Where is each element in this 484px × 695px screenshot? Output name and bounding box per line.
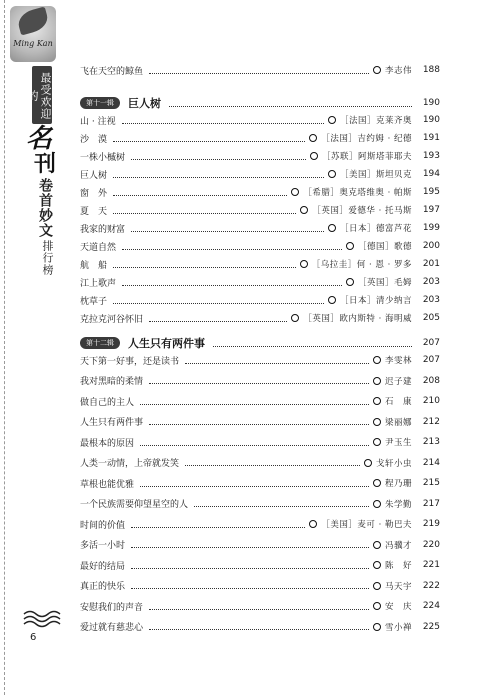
entry-author <box>328 168 418 180</box>
leader-dots <box>140 395 369 405</box>
entry-title: 江上歌声 <box>80 278 117 289</box>
entry-page: 225 <box>422 621 440 632</box>
author-name: 冯骥才 <box>384 540 412 551</box>
toc-entry[interactable] <box>80 112 440 128</box>
author-name: 朱学勤 <box>384 499 412 510</box>
section-header[interactable] <box>80 94 440 112</box>
entry-page: 208 <box>422 375 440 386</box>
entry-title: 一株小槭树 <box>80 152 126 163</box>
leader-dots <box>131 559 369 569</box>
entry-author <box>309 132 418 144</box>
leader-dots <box>149 312 287 322</box>
bullet-circle-icon <box>309 520 317 528</box>
author-name: ［英国］毛姆 <box>357 278 412 288</box>
bullet-circle-icon <box>310 152 318 160</box>
bullet-circle-icon <box>364 459 372 467</box>
toc-entry[interactable] <box>80 292 440 308</box>
toc-entry[interactable] <box>80 619 440 635</box>
entry-author <box>310 150 418 162</box>
entry-page: 224 <box>422 601 440 611</box>
leader-dots <box>122 240 342 250</box>
entry-title: 真正的快乐 <box>80 582 126 592</box>
author-name: ［法国］吉约姆 · 纪德 <box>321 134 412 144</box>
toc-entry[interactable] <box>80 496 440 512</box>
entry-page: 207 <box>422 355 440 365</box>
leader-dots <box>149 415 369 425</box>
leader-dots <box>131 222 324 232</box>
entry-author <box>373 498 418 510</box>
bullet-circle-icon <box>328 116 336 124</box>
entry-title: 窗 外 <box>80 188 108 199</box>
author-name: ［日本］清少纳言 <box>339 296 412 306</box>
toc-entry[interactable] <box>80 148 440 164</box>
entry-title: 夏 天 <box>80 206 108 217</box>
leader-dots <box>149 374 369 384</box>
entry-title: 我对黑暗的柔情 <box>80 377 144 387</box>
entry-title: 我家的财富 <box>80 224 126 235</box>
bullet-circle-icon <box>373 356 381 364</box>
series-title-kan: 刊 <box>34 151 57 177</box>
entry-page: 219 <box>422 519 440 529</box>
leader-dots <box>122 114 324 124</box>
entry-author <box>373 354 418 366</box>
leader-dots <box>185 456 360 466</box>
entry-title: 航 船 <box>80 260 108 271</box>
entry-page: 214 <box>422 457 440 468</box>
entry-page: 195 <box>422 187 440 197</box>
entry-page: 191 <box>422 133 440 143</box>
bullet-circle-icon <box>373 479 381 487</box>
author-name: 迟子建 <box>384 376 412 387</box>
entry-title: 克拉克河谷怀旧 <box>80 314 144 325</box>
leader-dots <box>131 518 305 528</box>
entry-author <box>364 457 418 469</box>
toc-entry[interactable] <box>80 310 440 326</box>
leader-dots <box>140 436 369 446</box>
entry-author <box>373 64 418 76</box>
toc-entry[interactable] <box>80 274 440 290</box>
bullet-circle-icon <box>373 500 381 508</box>
entry-author <box>346 240 418 252</box>
leader-dots <box>185 354 369 364</box>
toc-entry[interactable] <box>80 414 440 430</box>
entry-page: 222 <box>422 580 440 591</box>
toc-entry[interactable] <box>80 598 440 614</box>
logo-text: Ming Kan <box>13 39 53 48</box>
bullet-circle-icon <box>346 242 354 250</box>
entry-page: 213 <box>422 437 440 447</box>
author-name: ［法国］克莱齐奥 <box>339 116 412 126</box>
entry-author <box>328 222 418 234</box>
entry-title: 多活一小时 <box>80 541 126 551</box>
leader-dots <box>113 258 296 268</box>
entry-page: 210 <box>422 396 440 406</box>
toc-entry[interactable] <box>80 537 440 553</box>
series-tagline: 最受欢迎的 <box>32 66 52 124</box>
entry-page: 201 <box>422 259 440 269</box>
toc-entry[interactable] <box>80 475 440 491</box>
toc-entry[interactable] <box>80 516 440 532</box>
page-number: 6 <box>30 632 37 643</box>
entry-page: 197 <box>422 205 440 215</box>
author-name: 石 康 <box>384 397 412 407</box>
entry-author <box>291 186 418 198</box>
bullet-circle-icon <box>373 397 381 405</box>
entry-page: 200 <box>422 241 440 251</box>
bullet-circle-icon <box>328 170 336 178</box>
entry-title: 爱过就有慈悲心 <box>80 623 144 633</box>
author-name: 尹玉生 <box>384 438 412 448</box>
section-page: 207 <box>422 338 440 348</box>
bullet-circle-icon <box>373 623 381 631</box>
toc-entry[interactable] <box>80 373 440 389</box>
entry-title: 山 · 注视 <box>80 116 116 127</box>
bullet-circle-icon <box>373 66 381 74</box>
bullet-circle-icon <box>309 134 317 142</box>
entry-author <box>373 375 418 387</box>
toc-entry[interactable] <box>80 455 440 471</box>
bullet-circle-icon <box>291 314 299 322</box>
toc-entry[interactable] <box>80 220 440 236</box>
bullet-circle-icon <box>373 561 381 569</box>
entry-author <box>373 580 418 592</box>
entry-page: 199 <box>422 223 440 233</box>
leader-dots <box>113 132 305 142</box>
toc-entry[interactable] <box>80 393 440 409</box>
bullet-circle-icon <box>300 206 308 214</box>
author-name: ［英国］爱德华 · 托马斯 <box>312 206 412 216</box>
section-page: 190 <box>422 98 440 108</box>
entry-page: 221 <box>422 560 440 570</box>
author-name: ［美国］斯坦贝克 <box>339 170 412 180</box>
section-title: 巨人树 <box>128 97 161 110</box>
author-name: 戈轩小虫 <box>375 458 412 469</box>
leader-dots <box>131 150 306 160</box>
leader-dots <box>169 96 412 107</box>
bullet-circle-icon <box>328 296 336 304</box>
entry-page: 193 <box>422 151 440 161</box>
entry-author <box>300 204 418 216</box>
entry-author <box>328 294 418 306</box>
author-name: ［日本］德富芦花 <box>339 224 412 234</box>
author-name: ［希腊］奥克塔维奥 · 帕斯 <box>303 188 412 198</box>
binding-strip <box>4 0 7 695</box>
bullet-circle-icon <box>373 541 381 549</box>
entry-title: 时间的价值 <box>80 520 126 531</box>
toc-entry[interactable] <box>80 62 440 78</box>
author-name: 雪小禅 <box>384 622 412 633</box>
bullet-circle-icon <box>300 260 308 268</box>
entry-title: 做自己的主人 <box>80 397 135 408</box>
leader-dots <box>113 204 296 214</box>
author-name: 陈 好 <box>384 561 412 571</box>
series-subtitle: 卷首妙文 <box>37 178 53 238</box>
entry-page: 203 <box>422 295 440 305</box>
leader-dots <box>140 477 369 487</box>
bullet-circle-icon <box>373 602 381 610</box>
leader-dots <box>149 64 369 74</box>
toc-entry[interactable] <box>80 130 440 146</box>
toc-entry[interactable] <box>80 256 440 272</box>
entry-title: 最好的结局 <box>80 561 126 572</box>
entry-author <box>346 276 418 288</box>
leader-dots <box>113 168 324 178</box>
bullet-circle-icon <box>291 188 299 196</box>
entry-title: 一个民族需要仰望星空的人 <box>80 500 189 510</box>
leader-dots <box>194 497 369 507</box>
leader-dots <box>149 620 369 630</box>
entry-author <box>373 559 418 571</box>
entry-title: 人类一动情，上帝就发笑 <box>80 459 180 469</box>
entry-author <box>373 600 418 612</box>
entry-author <box>300 258 418 270</box>
entry-title: 沙 漠 <box>80 134 108 145</box>
leader-dots <box>113 294 324 304</box>
toc-entry[interactable] <box>80 202 440 218</box>
entry-page: 194 <box>422 169 440 179</box>
author-name: 马天宇 <box>384 581 412 592</box>
entry-page: 220 <box>422 539 440 550</box>
leader-dots <box>213 336 412 347</box>
entry-author <box>373 539 418 551</box>
entry-title: 飞在天空的鲸鱼 <box>80 66 144 77</box>
entry-title: 巨人树 <box>80 170 108 181</box>
entry-author <box>291 312 418 324</box>
toc-entry[interactable] <box>80 434 440 450</box>
leader-dots <box>122 276 342 286</box>
leader-dots <box>131 579 369 589</box>
author-name: 梁丽娜 <box>384 417 412 428</box>
entry-author <box>373 395 418 407</box>
toc-entry[interactable] <box>80 184 440 200</box>
entry-title: 安慰我们的声音 <box>80 602 144 613</box>
leader-dots <box>113 186 287 196</box>
toc-entry[interactable] <box>80 352 440 368</box>
entry-title: 天下第一好事，还是读书 <box>80 356 180 367</box>
series-rank: 排行榜 <box>41 240 54 276</box>
entry-page: 190 <box>422 115 440 125</box>
section-label: 第十二辑 <box>80 337 120 349</box>
leader-dots <box>131 538 369 548</box>
section-label: 第十一辑 <box>80 97 120 109</box>
toc-entry[interactable] <box>80 578 440 594</box>
section-title: 人生只有两件事 <box>128 337 205 350</box>
bullet-circle-icon <box>373 438 381 446</box>
series-title-ming: 名 <box>26 124 53 154</box>
toc-entry[interactable] <box>80 557 440 573</box>
leader-dots <box>149 600 369 610</box>
entry-title: 草根也能优雅 <box>80 479 135 490</box>
entry-title: 天道自然 <box>80 242 117 253</box>
series-sidebar <box>10 0 57 695</box>
author-name: ［英国］欧内斯特 · 海明威 <box>303 314 412 324</box>
series-logo <box>10 6 56 62</box>
bullet-circle-icon <box>373 377 381 385</box>
author-name: ［苏联］阿斯塔菲耶夫 <box>321 152 412 162</box>
leaf-icon <box>16 6 51 35</box>
bullet-circle-icon <box>373 418 381 426</box>
bullet-circle-icon <box>346 278 354 286</box>
entry-author <box>373 621 418 633</box>
entry-author <box>328 114 418 126</box>
entry-author <box>309 518 418 530</box>
toc-entry[interactable] <box>80 166 440 182</box>
author-name: ［乌拉圭］何 · 恩 · 罗多 <box>311 260 412 270</box>
bullet-circle-icon <box>373 582 381 590</box>
entry-title: 最根本的原因 <box>80 438 135 449</box>
entry-title: 枕草子 <box>80 296 108 307</box>
entry-page: 205 <box>422 313 440 323</box>
bullet-circle-icon <box>328 224 336 232</box>
author-name: 李志伟 <box>384 66 412 76</box>
entry-author <box>373 477 418 489</box>
entry-title: 人生只有两件事 <box>80 418 144 428</box>
entry-page: 188 <box>422 65 440 75</box>
entry-page: 212 <box>422 416 440 427</box>
entry-author <box>373 436 418 448</box>
entry-author <box>373 416 418 428</box>
author-name: 程乃珊 <box>384 479 412 489</box>
wave-ornament-icon <box>22 608 68 630</box>
toc-entry[interactable] <box>80 238 440 254</box>
author-name: ［美国］麦可 · 勒巴夫 <box>321 520 412 530</box>
author-name: 李雯林 <box>384 356 412 366</box>
entry-page: 217 <box>422 498 440 509</box>
entry-page: 215 <box>422 478 440 488</box>
section-header[interactable] <box>80 334 440 352</box>
entry-page: 203 <box>422 277 440 287</box>
author-name: ［德国］歌德 <box>357 242 412 252</box>
author-name: 安 庆 <box>384 602 412 612</box>
